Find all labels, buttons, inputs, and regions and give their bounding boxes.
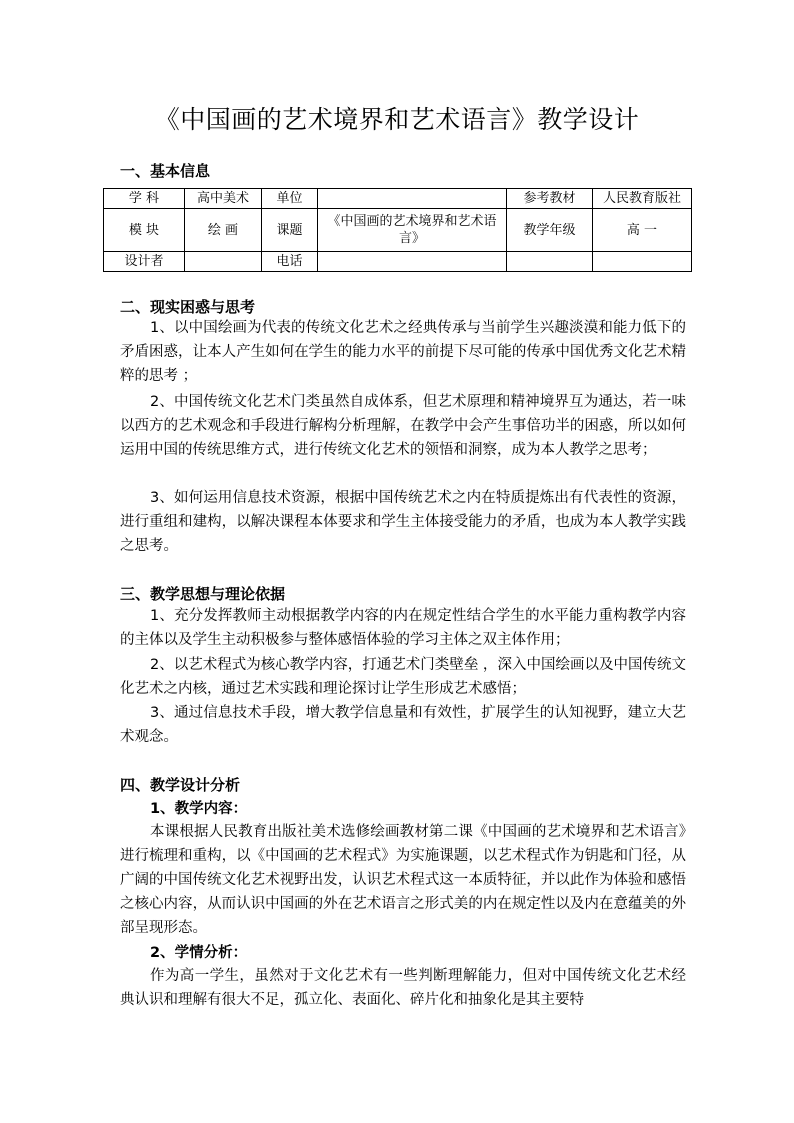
table-cell <box>318 189 507 209</box>
table-cell: 人民教育版社 <box>593 189 692 209</box>
subheading-student-analysis: 2、学情分析： <box>150 945 248 961</box>
table-cell: 高中美术 <box>185 189 262 209</box>
table-cell: 绘 画 <box>185 209 262 252</box>
table-cell: 高 一 <box>593 209 692 252</box>
section-heading-basic-info: 一、基本信息 <box>120 162 211 180</box>
table-cell: 课题 <box>262 209 318 252</box>
table-cell: 设计者 <box>104 252 185 272</box>
table-cell <box>185 252 262 272</box>
document-title: 《中国画的艺术境界和艺术语言》教学设计 <box>154 105 640 134</box>
table-cell: 模 块 <box>104 209 185 252</box>
paragraph: 1、以中国绘画为代表的传统文化艺术之经典传承与当前学生兴趣淡漠和能力低下的矛盾困惑，让本人产生如何在学生的能力水平的前提下尽可能的传承中国优秀文化艺术精粹的思考 ； <box>120 320 686 384</box>
table-row <box>104 252 692 272</box>
table-cell <box>593 252 692 272</box>
paragraph: 本课根据人民教育出版社美术选修绘画教材第二课《中国画的艺术境界和艺术语言》进行梳理和重构，以《中国画的艺术程式》为实施课题，以艺术程式作为钥匙和门径，从广阔的中国传统文化艺术视野出发，认识艺术程式这一本质特征，并以此作为体验和感悟之核心内容，从而认识中国画的外在艺术语言之形式美的内在规定性以及内在意蕴美的外部呈现形态。 <box>120 824 686 936</box>
paragraph: 3、如何运用信息技术资源，根据中国传统艺术之内在特质提炼出有代表性的资源，进行重组和建构，以解决课程本体要求和学生主体接受能力的矛盾，也成为本人教学实践之思考。 <box>120 490 686 554</box>
basic-info-table <box>103 188 692 272</box>
paragraph: 作为高一学生，虽然对于文化艺术有一些判断理解能力，但对中国传统文化艺术经典认识和理解有很大不足，孤立化、表面化、碎片化和抽象化是其主要特 <box>120 968 686 1008</box>
section-heading-design-analysis: 四、教学设计分析 <box>120 776 241 794</box>
table-cell <box>507 252 593 272</box>
paragraph: 1、充分发挥教师主动根据教学内容的内在规定性结合学生的水平能力重构教学内容的主体以及学生主动积极参与整体感悟体验的学习主体之双主体作用； <box>120 608 686 648</box>
paragraph: 2、中国传统文化艺术门类虽然自成体系，但艺术原理和精神境界互为通达，若一味以西方的艺术观念和手段进行解构分析理解，在教学中会产生事倍功半的困惑，所以如何运用中国的传统思维方式，进行传统文化艺术的领悟和洞察，成为本人教学之思考； <box>120 394 686 458</box>
table-row <box>104 209 692 252</box>
table-cell: 教学年级 <box>507 209 593 252</box>
subheading-teaching-content: 1、教学内容： <box>150 801 248 817</box>
table-cell <box>318 252 507 272</box>
table-cell: 《中国画的艺术境界和艺术语言》 <box>318 209 507 252</box>
section-heading-confusion: 二、现实困惑与思考 <box>120 298 256 316</box>
paragraph: 2、以艺术程式为核心教学内容，打通艺术门类壁垒 ，深入中国绘画以及中国传统文化艺术之内核，通过艺术实践和理论探讨让学生形成艺术感悟； <box>120 657 686 697</box>
section-heading-theory: 三、教学思想与理论依据 <box>120 585 286 603</box>
table-cell: 单位 <box>262 189 318 209</box>
table-cell: 参考教材 <box>507 189 593 209</box>
table-cell: 学 科 <box>104 189 185 209</box>
table-row <box>104 189 692 209</box>
table-cell: 电话 <box>262 252 318 272</box>
paragraph: 3、通过信息技术手段，增大教学信息量和有效性，扩展学生的认知视野，建立大艺术观念。 <box>120 705 686 745</box>
